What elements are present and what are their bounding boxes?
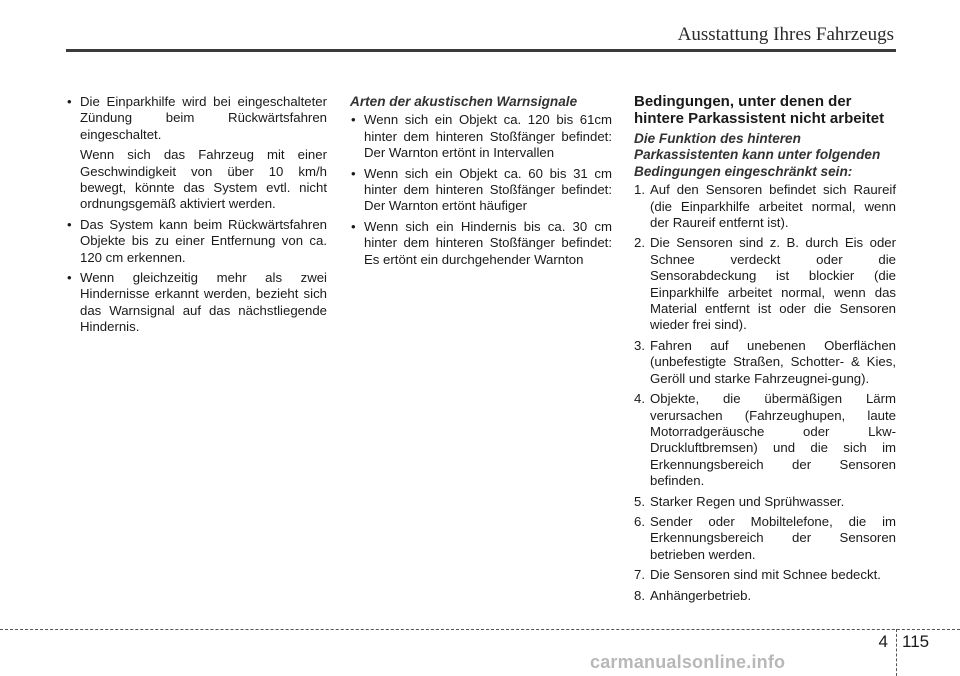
list-item [634, 494, 896, 510]
list-number: 2. [634, 235, 645, 251]
list-item [66, 217, 327, 266]
page-number: 115 [902, 632, 930, 651]
list-item-subparagraph: Wenn sich das Fahrzeug mit einer Geschwindigkeit von über 10 km/h bewegt, könnte das System evtl. nicht ordnungsgemäß aktiviert werden. [80, 147, 327, 212]
list-item [634, 514, 896, 563]
column-3 [634, 94, 896, 608]
column-2 [350, 94, 612, 272]
watermark: carmanualsonline.info [590, 652, 786, 672]
list-item [350, 112, 612, 161]
chapter-number: 4 [878, 632, 888, 651]
list-item [634, 235, 896, 333]
list-item-text: • Wenn sich ein Hindernis bis ca. 30 cm hinter dem hinteren Stoßfänger befindet: Es ertönt ein durchgehender Warnton [364, 218, 612, 267]
list-item [66, 270, 327, 336]
list-number: 1. [634, 182, 645, 198]
numbered-list [634, 182, 896, 604]
column-1 [66, 94, 327, 340]
list-item-text: Die Sensoren sind z. B. durch Eis oder Schnee verdeckt oder die Sensorabdeckung ist blockier (die Einparkhilfe arbeitet normal, wenn das Material entfernt ist oder die Sensoren wieder frei sind). [650, 235, 896, 333]
list-item-text: Objekte, die übermäßigen Lärm verursachen (Fahrzeughupen, laute Motorradgeräusche oder Lkw-Druckluftbremsen) und die sich im Erkennungsbereich der Sensoren befinden. [650, 391, 896, 489]
list-number: 8. [634, 587, 645, 603]
list-number: 4. [634, 391, 645, 407]
list-item-text: • Die Einparkhilfe wird bei eingeschalteter Zündung beim Rückwärtsfahren eingeschaltet. [80, 94, 327, 142]
list-item-text: Fahren auf unebenen Oberflächen (unbefestigte Straßen, Schotter- & Kies, Geröll und starke Fahrzeugnei-gung). [650, 337, 896, 386]
list-number: 6. [634, 513, 645, 529]
list-item-text: Sender oder Mobiltelefone, die im Erkennungsbereich der Sensoren betrieben werden. [650, 513, 896, 562]
list-item [634, 338, 896, 387]
list-item-text: Anhängerbetrieb. [650, 587, 752, 603]
list-item-text: Starker Regen und Sprühwasser. [650, 493, 845, 509]
list-item [634, 567, 896, 583]
list-item-text: Die Sensoren sind mit Schnee bedeckt. [650, 567, 881, 583]
list-item-text: • Wenn sich ein Objekt ca. 120 bis 61cm hinter dem hinteren Stoßfänger befindet: Der Warnton ertönt in Intervallen [364, 112, 612, 161]
header-title: Ausstattung Ihres Fahrzeugs [677, 24, 894, 45]
section-subheading: Die Funktion des hinteren Parkassistenten kann unter folgenden Bedingungen eingeschränkt sein: [634, 131, 881, 179]
list-number: 7. [634, 567, 645, 583]
list-item [66, 94, 327, 143]
list-number: 3. [634, 337, 645, 353]
list-item [634, 391, 896, 489]
page-number-divider [896, 629, 897, 676]
list-item [350, 166, 612, 215]
footer-rule [0, 629, 960, 630]
list-item [634, 182, 896, 231]
bullet-list [350, 112, 612, 268]
bullet-list [66, 217, 327, 336]
list-item-text: • Wenn sich ein Objekt ca. 60 bis 31 cm hinter dem hinteren Stoßfänger befindet: Der Warnton ertönt häufiger [364, 165, 612, 214]
list-item [350, 219, 612, 268]
list-item-text: Auf den Sensoren befindet sich Raureif (die Einparkhilfe arbeitet normal, wenn der Raureif entfernt ist). [650, 182, 896, 231]
list-item-text: • Wenn gleichzeitig mehr als zwei Hindernisse erkannt werden, bezieht sich das Warnsignal auf das nächstliegende Hindernis. [80, 270, 327, 335]
section-heading: Bedingungen, unter denen der hintere Parkassistent nicht arbeitet [634, 93, 885, 127]
list-item [634, 588, 896, 604]
header-rule [66, 49, 896, 52]
bullet-list [66, 94, 327, 143]
section-subheading: Arten der akustischen Warnsignale [350, 94, 578, 109]
list-item-text: • Das System kann beim Rückwärtsfahren Objekte bis zu einer Entfernung von ca. 120 cm erkennen. [80, 216, 327, 265]
list-number: 5. [634, 493, 645, 509]
